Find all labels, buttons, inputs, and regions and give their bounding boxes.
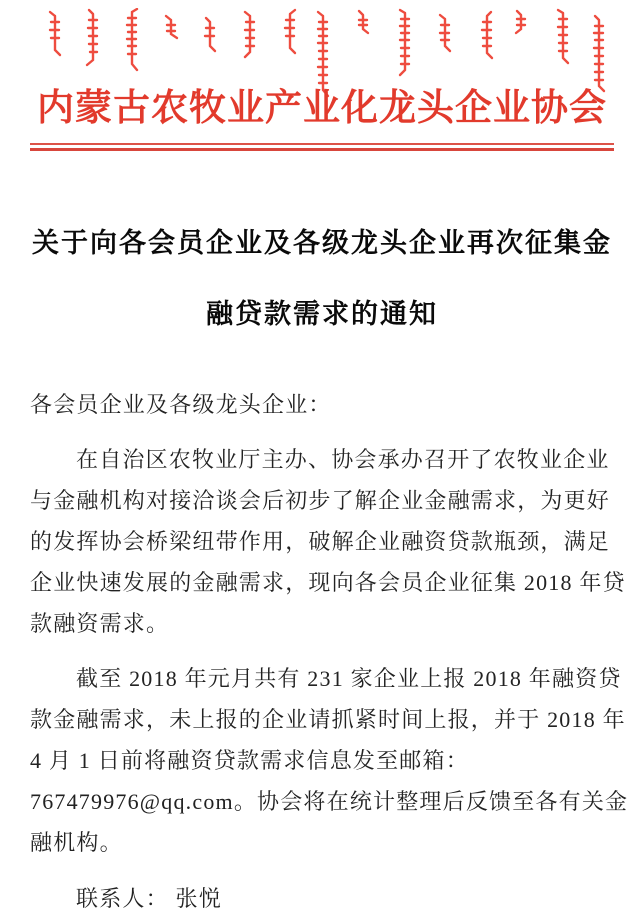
scanned-notice-document — [30, 0, 629, 919]
divider-line-thin — [30, 143, 614, 145]
title-line-2: 融贷款需求的通知 — [206, 299, 438, 329]
title-line-1: 关于向各会员企业及各级龙头企业再次征集金 — [32, 228, 612, 258]
paragraph-1 — [30, 439, 626, 644]
contact-person: 联系人： 张悦 — [76, 886, 222, 911]
paragraph-2 — [30, 658, 629, 863]
divider-line-thick — [30, 148, 614, 151]
letterhead — [30, 8, 614, 151]
body-line: 款金融需求，未上报的企业请抓紧时间上报，并于 2018 年 — [30, 707, 626, 732]
body-line: 的发挥协会桥梁纽带作用，破解企业融资贷款瓶颈，满足 — [30, 529, 611, 554]
body-line: 与金融机构对接洽谈会后初步了解企业金融需求，为更好 — [30, 488, 611, 513]
body-line: 4 月 1 日前将融资贷款需求信息发至邮箱： — [30, 748, 469, 773]
body-line: 款融资需求。 — [30, 611, 170, 636]
document-title — [30, 225, 614, 332]
body-line: 在自治区农牧业厅主办、协会承办召开了农牧业企业 — [76, 447, 610, 472]
body-line-email: 767479976@qq.com。协会将在统计整理后反馈至各有关金 — [30, 789, 629, 814]
salutation: 各会员企业及各级龙头企业： — [30, 392, 332, 417]
letterhead-divider — [30, 143, 614, 151]
org-name: 内蒙古农牧业产业化龙头企业协会 — [37, 88, 607, 129]
body-line: 企业快速发展的金融需求，现向各会员企业征集 2018 年贷 — [30, 570, 626, 595]
body-line: 截至 2018 年元月共有 231 家企业上报 2018 年融资贷 — [76, 666, 622, 691]
body-line: 融机构。 — [30, 830, 123, 855]
document-body — [30, 384, 629, 919]
